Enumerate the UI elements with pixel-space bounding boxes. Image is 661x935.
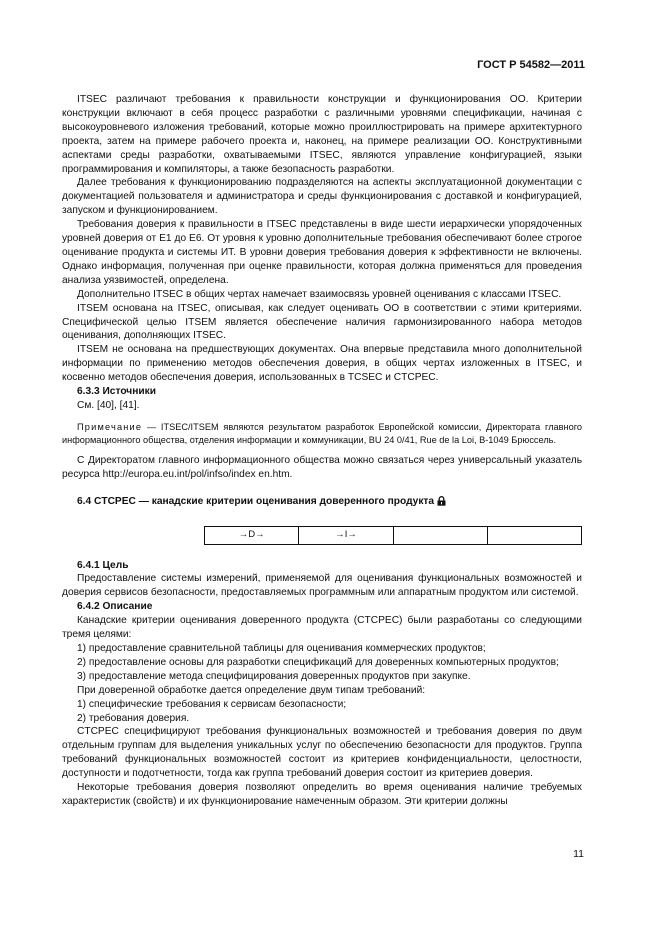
- paragraph: ITSEM не основана на предшествующих документах. Она впервые представила много дополнительной информации по применению методов обеспечения доверия, в общих чертах изложенных в ITSEC, и косвенно методов обеспечения доверия, использованных в TCSEC и CTCPEC.: [62, 344, 582, 384]
- page-number: 11: [573, 848, 584, 860]
- purpose-heading: 6.4.1 Цель: [77, 559, 129, 571]
- paragraph: Требования доверия к правильности в ITSEC представлены в виде шести иерархически упорядоченных уровней доверия от E1 до E6. От уровня к уровню дополнительные требования обеспечивают более строгое оценивание продукта и системы ИТ. В уровни доверия требования доверия к эффективности не включены. Однако информация, полученная при оценке правильности, которая должна применяться для проведения анализа уязвимостей, определена.: [62, 219, 582, 286]
- property-cell: →D→: [205, 526, 299, 544]
- purpose-text: Предоставление системы измерений, применяемой для оценивания функциональных возможностей и доверия сервисов безопасности, предоставляемых программным или аппаратным продуктом или системой.: [62, 573, 582, 599]
- property-cell: →I→: [299, 526, 393, 544]
- list-item: 1) специфические требования к сервисам безопасности;: [77, 698, 347, 710]
- lock-icon: [437, 496, 446, 511]
- paragraph: CTCPEC специфицируют требования функциональных возможностей и требования доверия по двум отдельным группам для выделения уникальных услуг по обеспечению безопасности для продуктов. Группа требований функциональных возможностей состоит из критериев конфиденциальности, целостности, доступности и подотчетности, тогда как группа требований доверия состоит из критериев доверия.: [62, 726, 582, 780]
- paragraph-url: С Директоратом главного информационного общества можно связаться через универсальный указатель ресурса http://europa.eu.int/pol/infso/index en.htm.: [62, 454, 582, 480]
- list-item: 2) требования доверия.: [77, 712, 190, 724]
- paragraph: Далее требования к функционированию подразделяются на аспекты эксплуатационной документации с документацией пользователя и администратора и среды функционирования с доставкой и конфигурацией, запуском и функционированием.: [62, 177, 582, 217]
- note-text: — ITSEC/ITSEM являются результатом разработок Европейской комиссии, Директората главного информационного общества, отделения информации и коммуникации, BU 24 0/41, Rue de la Loi, B-1049 Брюссель.: [62, 421, 582, 446]
- paragraph: Некоторые требования доверия позволяют определить во время оценивания наличие требуемых характеристик (свойств) и их функционирование намеченным образом. Эти критерии должны: [62, 782, 582, 807]
- paragraph: При доверенной обработке дается определение двум типам требований:: [77, 684, 426, 696]
- note: [62, 421, 582, 448]
- paragraph: Канадские критерии оценивания доверенного продукта (CTCPEC) были разработаны со следующими тремя целями:: [62, 615, 582, 641]
- sources-ref: См. [40], [41].: [77, 399, 140, 411]
- list-item: 1) предоставление сравнительной таблицы для оценивания коммерческих продуктов;: [77, 643, 486, 654]
- note-label: Примечание: [77, 421, 143, 432]
- property-cell: [487, 526, 581, 544]
- section-heading: [62, 495, 582, 511]
- list-item: 3) предоставление метода специфицирования доверенных продуктов при закупке.: [77, 670, 471, 682]
- description-heading: 6.4.2 Описание: [77, 601, 153, 613]
- property-table: [204, 526, 582, 545]
- sources-heading: 6.3.3 Источники: [77, 386, 156, 398]
- paragraph: ITSEC различают требования к правильности конструкции и функционирования ОО. Критерии конструкции включают в себя процесс разработки с различными уровнями спецификации, начиная с высокоуровневого изложения требований, которые можно проиллюстрировать на примере архитектурного проекта, затем на примере рабочего проекта и, наконец, на примере реализации ОО. Конструктивными аспектами среды разработки, охватываемыми ITSEC, являются управление конфигурацией, языки программирования и компиляторы, а также безопасность разработки.: [62, 94, 582, 175]
- page-content: [62, 93, 582, 809]
- paragraph: Дополнительно ITSEC в общих чертах намечает взаимосвязь уровней оценивания с классами ITSEC.: [77, 288, 562, 300]
- section-heading-text: 6.4 CTCPEC — канадские критерии оценивания доверенного продукта: [77, 495, 435, 507]
- paragraph: ITSEM основана на ITSEC, описывая, как следует оценивать ОО в соответствии с этими критериями. Специфической целью ITSEM является обеспечение наличия гармонизированного набора методов оценивания, дополняющих ITSEC.: [62, 302, 582, 342]
- doc-header: ГОСТ Р 54582—2011: [477, 59, 585, 71]
- property-cell: [393, 526, 487, 544]
- list-item: 2) предоставление основы для разработки спецификаций для доверенных компьютерных продуктов;: [77, 656, 559, 668]
